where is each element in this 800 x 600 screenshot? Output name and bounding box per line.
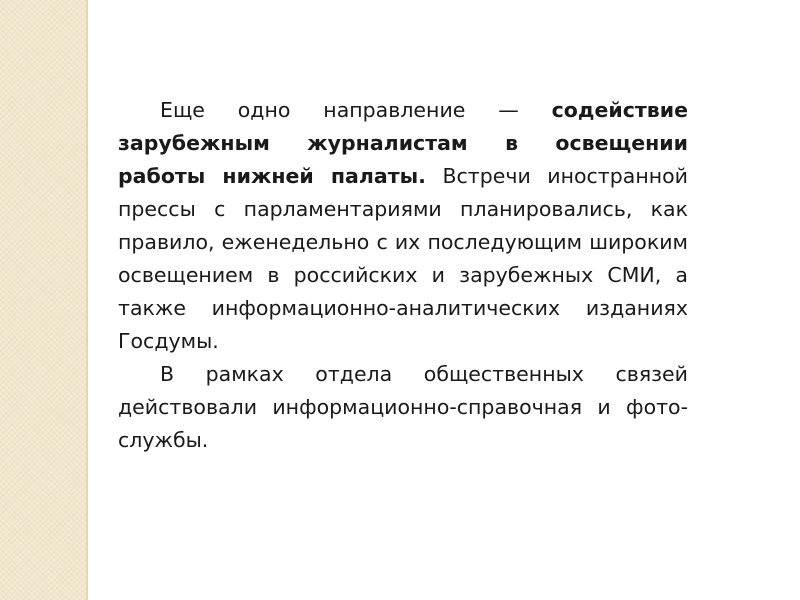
body-text (118, 94, 688, 457)
decorative-side-band (0, 0, 86, 600)
paragraph-1 (118, 94, 688, 358)
paragraph-2: В рамках отдела общественных связей действовали информационно-справочная и фото-службы. (118, 362, 688, 452)
decorative-side-rule (86, 0, 88, 600)
paragraph-1-bold: содействие зарубежным журналистам в освещении работы нижней палаты. (118, 98, 688, 188)
paragraph-1-lead: Еще одно направление — (160, 98, 552, 122)
paragraph-1-rest: Встречи иностранной прессы с парламентариями планировались, как правило, еженедельно с их последующим широким освещением в российских и зарубежных СМИ, а также информационно-аналитических изданиях Госдумы. (118, 164, 688, 353)
